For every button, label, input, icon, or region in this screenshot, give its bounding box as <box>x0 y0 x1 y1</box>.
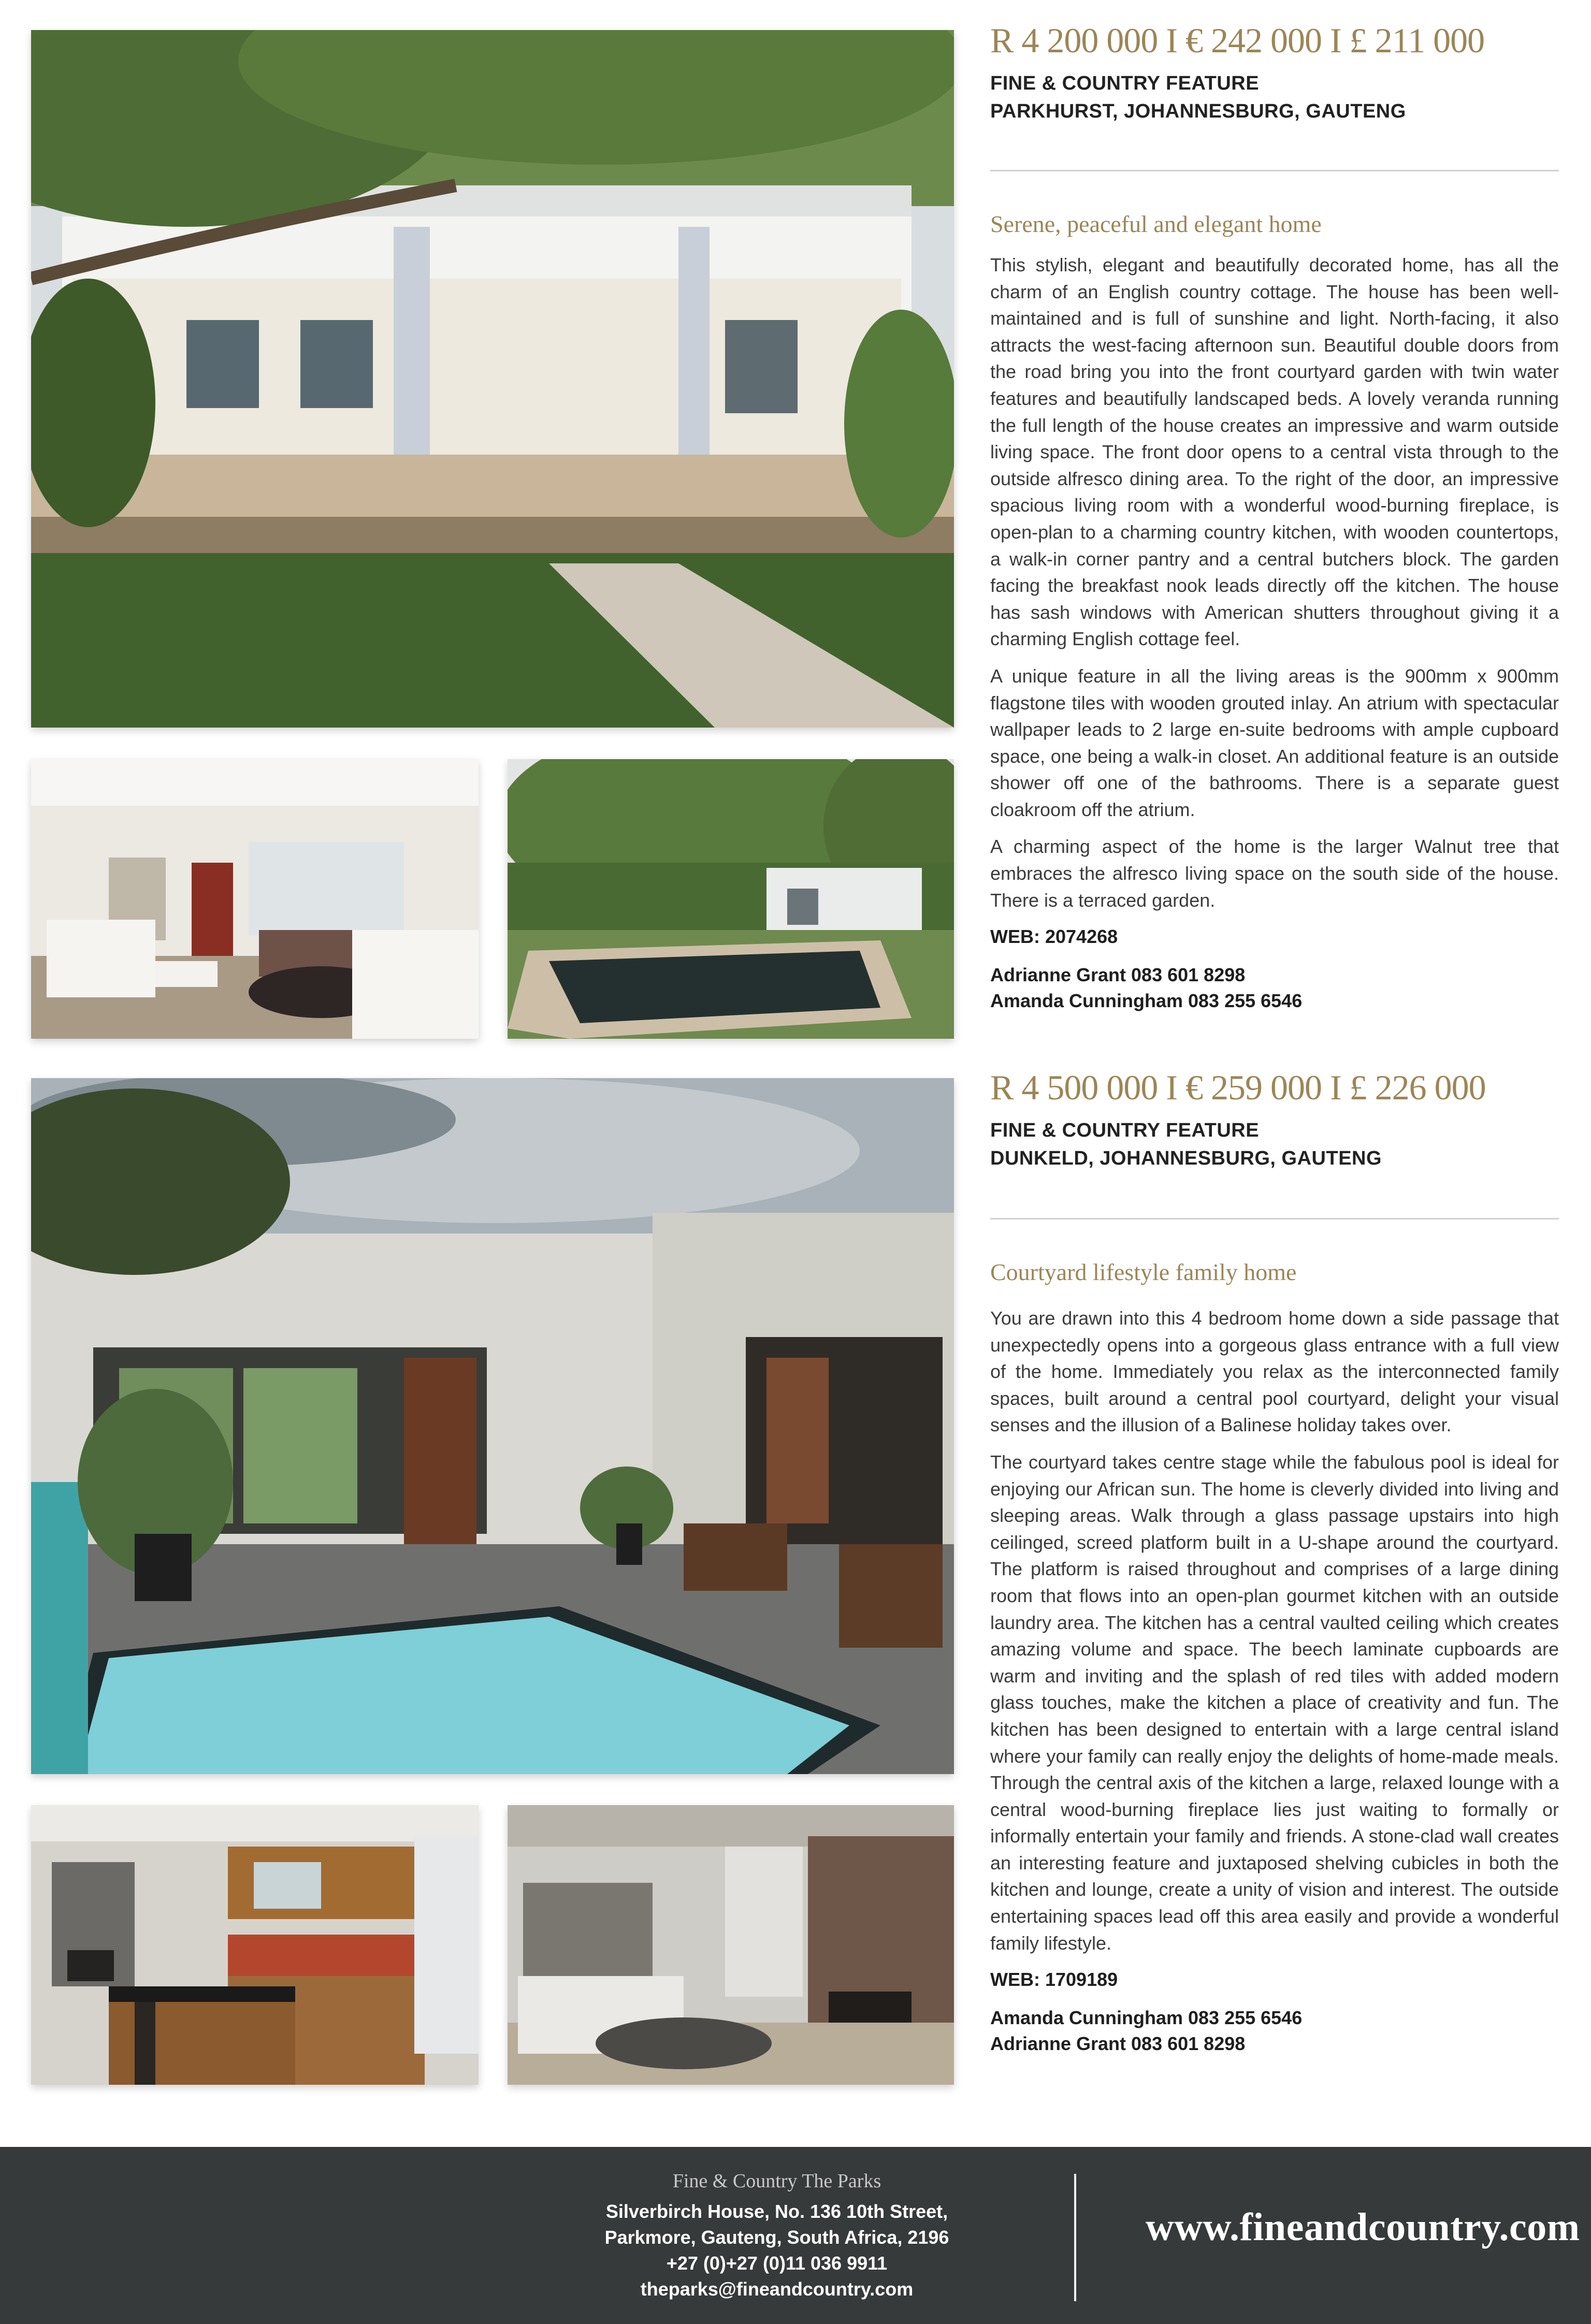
agent-contact: Adrianne Grant 083 601 8298 <box>990 964 1246 986</box>
listing-description <box>990 252 1559 1014</box>
photo-pool-garden <box>508 759 954 1039</box>
agent-contact: Amanda Cunningham 083 255 6546 <box>990 990 1303 1012</box>
web-reference: WEB: 1709189 <box>990 1969 1118 1991</box>
description-paragraph: A unique feature in all the living areas is the 900mm x 900mm flagstone tiles with wooden grouted inlay. An atrium with spectacular wallpaper leads to 2 large en-suite bedrooms with ample cupboard space, one being a walk-in closet. An additional feature is an outside shower off one of the bathrooms. There is a separate guest cloakroom off the atrium. <box>990 665 1559 820</box>
agent-contact: Amanda Cunningham 083 255 6546 <box>990 2007 1303 2029</box>
photo-lounge <box>508 1805 954 2085</box>
office-name: Fine & Country The Parks <box>672 2170 881 2192</box>
listing-parkhurst <box>990 20 1559 1050</box>
photo-courtyard-pool <box>31 1078 954 1774</box>
listing-price: R 4 200 000 I € 242 000 I £ 211 000 <box>990 21 1485 60</box>
listing-feature-label: FINE & COUNTRY FEATURE <box>990 72 1260 94</box>
description-paragraph: The courtyard takes centre stage while the fabulous pool is ideal for enjoying our African sun. The home is cleverly divided into living and sleeping areas. Walk through a glass passage upstairs into high ceilinged, screed platform built in a U-shape around the courtyard. The platform is raised throughout and comprises of a large dining room that flows into an open-plan gourmet kitchen with an outside laundry area. The kitchen has a central vaulted ceiling which creates amazing volume and space. The beech laminate cupboards are warm and inviting and the splash of red tiles with added modern glass touches, make the kitchen a place of creativity and fun. The kitchen has been designed to entertain with a large central island where your family can really enjoy the delights of home-made meals. Through the central axis of the kitchen a large, relaxed lounge with a central wood-burning fireplace lies just waiting to formally or informally entertain your family and friends. A stone-clad wall creates an interesting feature and juxtaposed shelving cubicles in both the kitchen and lounge, create a unity of vision and interest. The outside entertaining spaces lead off this area easily and provide a wonderful family lifestyle. <box>990 1451 1559 1954</box>
office-address-line: Silverbirch House, No. 136 10th Street, <box>605 2201 948 2222</box>
listing-feature-label: FINE & COUNTRY FEATURE <box>990 1120 1260 1141</box>
footer-divider <box>1074 2174 1076 2301</box>
office-address-line: Parkmore, Gauteng, South Africa, 2196 <box>604 2227 949 2248</box>
listing-dunkeld <box>990 1067 1559 2102</box>
description-paragraph: This stylish, elegant and beautifully decorated home, has all the charm of an English country cottage. The house has been well-maintained and is full of sunshine and light. North-facing, it also attracts the west-facing afternoon sun. Beautiful double doors from the road bring you into the front courtyard garden with twin water features and beautifully landscaped beds. A lovely veranda running the full length of the house creates an impressive and warm outside living space. The front door opens to a central vista through to the outside alfresco dining area. To the right of the door, an impressive spacious living room with a wonderful wood-burning fireplace, is open-plan to a charming country kitchen, with wooden countertops, a walk-in corner pantry and a central butchers block. The garden facing the breakfast nook leads directly off the kitchen. The house has sash windows with American shutters throughout giving it a charming English cottage feel. <box>990 254 1559 650</box>
divider <box>990 1218 1559 1219</box>
description-paragraph: You are drawn into this 4 bedroom home down a side passage that unexpectedly opens into a gorgeous glass entrance with a full view of the home. Immediately you relax as the interconnected family spaces, built around a central pool courtyard, delight your visual senses and the illusion of a Balinese holiday takes over. <box>990 1308 1559 1436</box>
agent-contact: Adrianne Grant 083 601 8298 <box>990 2033 1246 2055</box>
divider <box>990 170 1559 171</box>
photo-cottage-veranda <box>31 30 954 728</box>
photo-living-room <box>31 759 479 1039</box>
description-paragraph: A charming aspect of the home is the larger Walnut tree that embraces the alfresco living space on the south side of the house. There is a terraced garden. <box>990 836 1559 911</box>
listing-heading: Serene, peaceful and elegant home <box>990 211 1322 237</box>
web-reference: WEB: 2074268 <box>990 926 1118 948</box>
listing-heading: Courtyard lifestyle family home <box>990 1259 1297 1285</box>
office-phone: +27 (0)+27 (0)11 036 9911 <box>666 2253 888 2274</box>
listing-location: PARKHURST, JOHANNESBURG, GAUTENG <box>990 100 1406 122</box>
footer <box>0 2147 1591 2324</box>
website-link[interactable]: www.fineandcountry.com <box>1146 2205 1580 2249</box>
listing-description <box>990 1305 1559 2057</box>
listing-price: R 4 500 000 I € 259 000 I £ 226 000 <box>990 1068 1486 1107</box>
listing-location: DUNKELD, JOHANNESBURG, GAUTENG <box>990 1148 1382 1169</box>
photo-kitchen <box>31 1805 479 2085</box>
office-email[interactable]: theparks@fineandcountry.com <box>640 2278 914 2300</box>
